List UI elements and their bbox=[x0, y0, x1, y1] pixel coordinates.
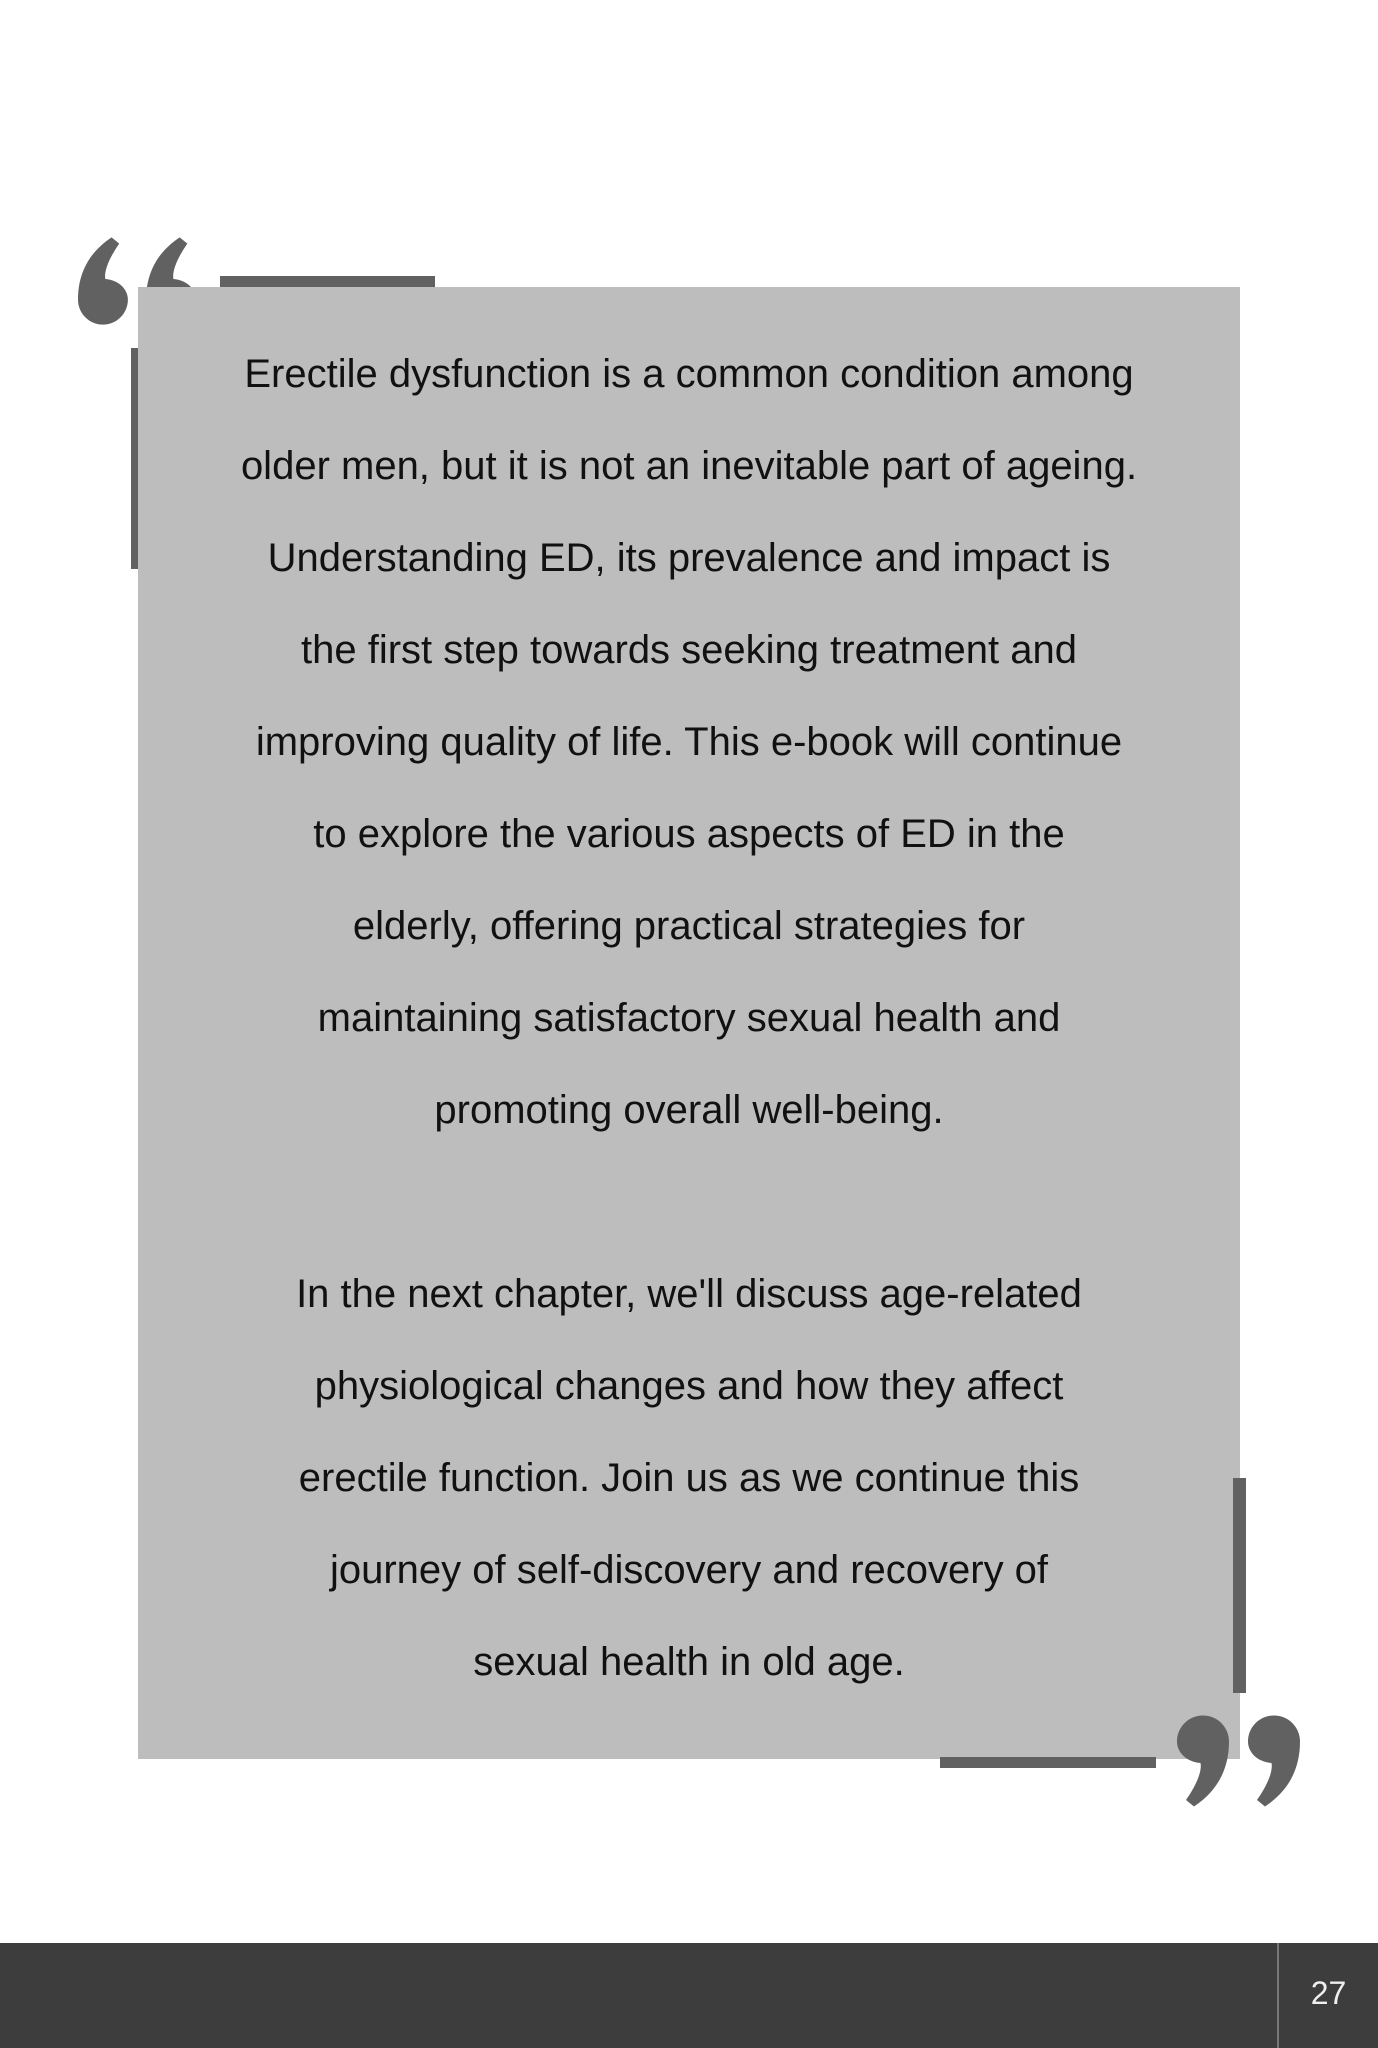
quote-box bbox=[138, 287, 1240, 1759]
quote-line: physiological changes and how they affect bbox=[314, 1364, 1064, 1408]
quote-line: improving quality of life. This e-book will continue bbox=[255, 720, 1123, 764]
quote-line: to explore the various aspects of ED in the bbox=[313, 812, 1065, 856]
decorative-bar-right bbox=[1233, 1478, 1246, 1693]
quote-line: maintaining satisfactory sexual health and bbox=[317, 996, 1061, 1040]
closing-double-quote-icon bbox=[1177, 1715, 1300, 1808]
decorative-bar-top bbox=[220, 276, 435, 287]
quote-paragraph-2 bbox=[166, 1248, 1212, 1708]
quote-line: erectile function. Join us as we continue this bbox=[298, 1456, 1080, 1500]
quote-line: In the next chapter, we'll discuss age-related bbox=[296, 1272, 1082, 1316]
footer-bar bbox=[0, 1943, 1378, 2048]
quote-line: Understanding ED, its prevalence and impact is bbox=[267, 536, 1111, 580]
decorative-bar-bottom bbox=[940, 1757, 1156, 1768]
quote-line: the first step towards seeking treatment and bbox=[301, 628, 1077, 672]
page-number: 27 bbox=[1310, 1975, 1347, 2011]
quote-line: elderly, offering practical strategies for bbox=[352, 904, 1026, 948]
quote-paragraph-1 bbox=[166, 328, 1212, 1156]
quote-line: Erectile dysfunction is a common condition among bbox=[244, 352, 1134, 396]
quote-line: journey of self-discovery and recovery of bbox=[329, 1548, 1049, 1592]
quote-line: sexual health in old age. bbox=[473, 1640, 905, 1684]
quote-line: older men, but it is not an inevitable part of ageing. bbox=[240, 444, 1138, 488]
quote-line: promoting overall well-being. bbox=[434, 1088, 944, 1132]
quote-text bbox=[166, 328, 1212, 1708]
